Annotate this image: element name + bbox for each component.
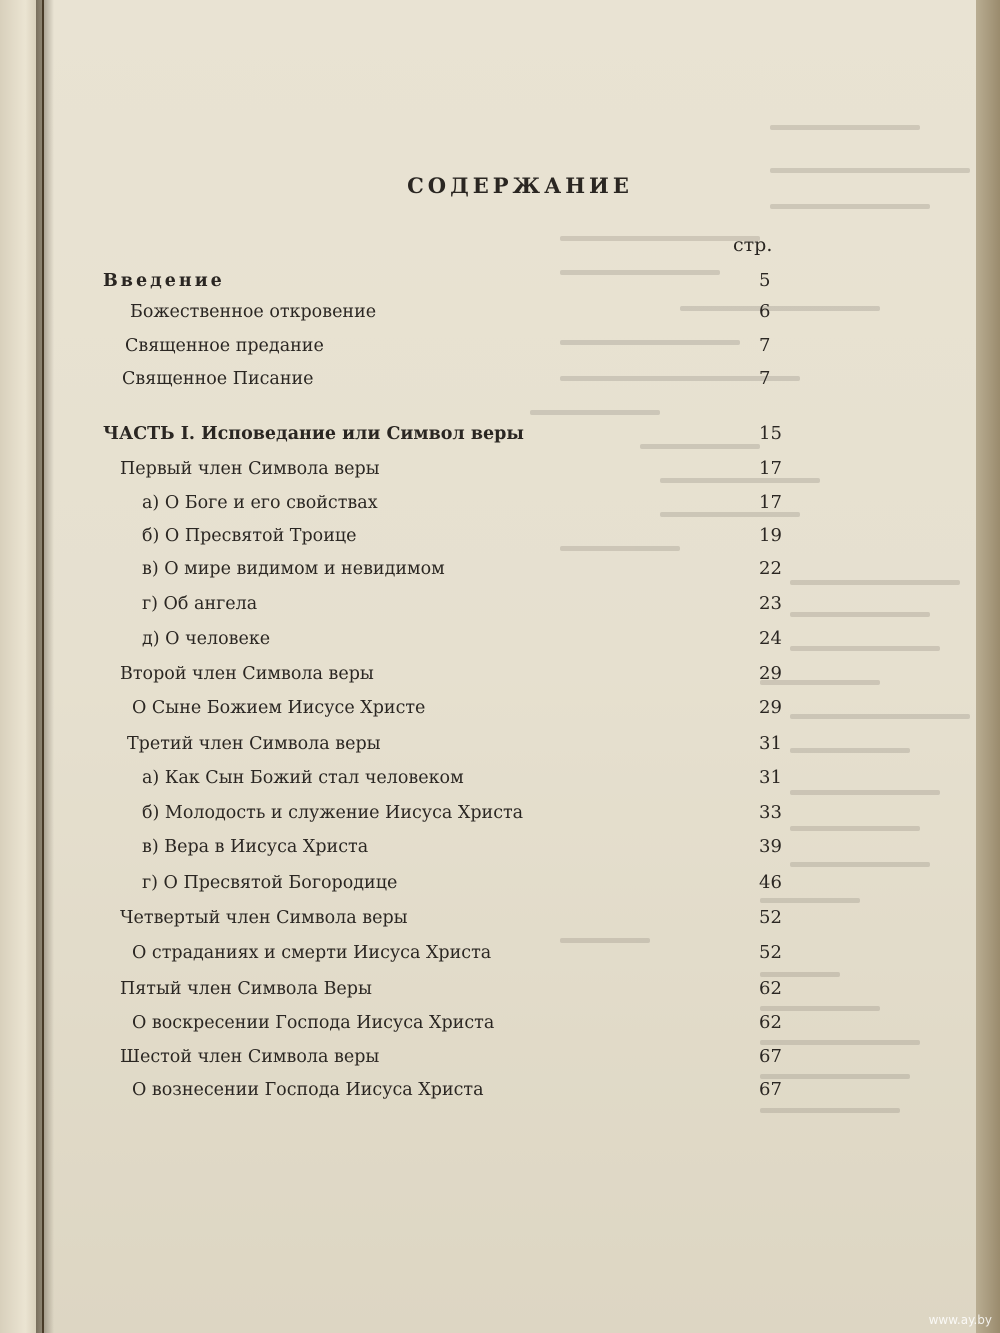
toc-row (0, 660, 1000, 688)
toc-row (0, 1076, 1000, 1104)
toc-entry-page: 67 (759, 1046, 782, 1067)
toc-row (0, 489, 1000, 517)
toc-row (0, 1009, 1000, 1037)
toc-row (0, 298, 1000, 326)
toc-entry-page: 67 (759, 1079, 782, 1100)
toc-row (0, 764, 1000, 792)
toc-row-part-1 (0, 420, 1000, 448)
toc-row (0, 1043, 1000, 1071)
toc-entry-page: 5 (759, 270, 771, 291)
toc-entry-title: в) Вера в Иисуса Христа (142, 837, 369, 857)
toc-entry-title: О вознесении Господа Иисуса Христа (132, 1080, 484, 1100)
toc-row (0, 365, 1000, 393)
toc-entry-title: Введение (103, 271, 225, 291)
toc-entry-title: О страданиях и смерти Иисуса Христа (132, 943, 492, 963)
toc-entry-page: 7 (759, 335, 771, 356)
toc-entry-title: в) О мире видимом и невидимом (142, 559, 445, 579)
toc-entry-page: 33 (759, 802, 782, 823)
toc-entry-title: а) Как Сын Божий стал человеком (142, 768, 464, 788)
toc-row (0, 799, 1000, 827)
toc-entry-title: О воскресении Господа Иисуса Христа (132, 1013, 495, 1033)
toc-entry-title: Священное предание (125, 336, 324, 356)
toc-entry-page: 22 (759, 558, 782, 579)
toc-entry-page: 17 (759, 492, 782, 513)
toc-entry-page: 62 (759, 1012, 782, 1033)
toc-row (0, 730, 1000, 758)
toc-entry-page: 19 (759, 525, 782, 546)
toc-row (0, 694, 1000, 722)
toc-row (0, 522, 1000, 550)
toc-entry-title: Третий член Символа веры (127, 734, 381, 754)
toc-row (0, 455, 1000, 483)
toc-entry-page: 6 (759, 301, 771, 322)
toc-row (0, 869, 1000, 897)
toc-entry-title: г) Об ангела (142, 594, 258, 614)
toc-entry-title: Священное Писание (122, 369, 314, 389)
toc-entry-title: Божественное откровение (130, 302, 377, 322)
toc-entry-title: а) О Боге и его свойствах (142, 493, 378, 513)
toc-row (0, 833, 1000, 861)
toc-row (0, 939, 1000, 967)
toc-entry-title: Первый член Символа веры (120, 459, 380, 479)
toc-row-introduction (0, 267, 1000, 295)
toc-entry-page: 7 (759, 368, 771, 389)
toc-entry-page: 29 (759, 663, 782, 684)
toc-entry-title: б) Молодость и служение Иисуса Христа (142, 803, 524, 823)
toc-entry-page: 31 (759, 767, 782, 788)
toc-entry-page: 23 (759, 593, 782, 614)
toc-entry-title: Пятый член Символа Веры (120, 979, 372, 999)
toc-entry-title: Четвертый член Символа веры (120, 908, 408, 928)
toc-entry-page: 39 (759, 836, 782, 857)
toc-row (0, 590, 1000, 618)
toc-entry-page: 52 (759, 907, 782, 928)
toc-entry-title: ЧАСТЬ I. Исповедание или Символ веры (103, 424, 524, 444)
toc-entry-page: 29 (759, 697, 782, 718)
toc-entry-page: 62 (759, 978, 782, 999)
page-title: СОДЕРЖАНИЕ (407, 173, 633, 198)
toc-entry-page: 31 (759, 733, 782, 754)
toc-row (0, 332, 1000, 360)
toc-row (0, 555, 1000, 583)
toc-entry-title: О Сыне Божием Иисусе Христе (132, 698, 426, 718)
watermark: www.ay.by (928, 1313, 992, 1327)
toc-entry-page: 24 (759, 628, 782, 649)
toc-entry-title: г) О Пресвятой Богородице (142, 873, 398, 893)
toc-entry-title: Второй член Символа веры (120, 664, 374, 684)
toc-row (0, 625, 1000, 653)
toc-entry-title: д) О человеке (142, 629, 271, 649)
toc-entry-page: 17 (759, 458, 782, 479)
toc-entry-page: 15 (759, 423, 782, 444)
toc-entry-title: Шестой член Символа веры (120, 1047, 380, 1067)
toc-entry-title: б) О Пресвятой Троице (142, 526, 357, 546)
toc-row (0, 904, 1000, 932)
page-column-label: стр. (733, 234, 773, 256)
toc-row (0, 975, 1000, 1003)
toc-entry-page: 46 (759, 872, 782, 893)
toc-entry-page: 52 (759, 942, 782, 963)
